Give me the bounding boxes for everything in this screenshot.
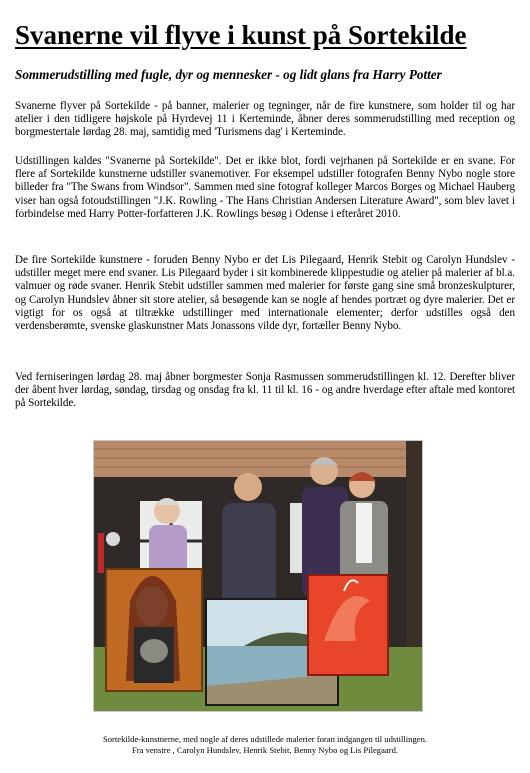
paragraph-opening: Ved ferniseringen lørdag 28. maj åbner borgmester Sonja Rasmussen sommerudstillingen kl. 12. Derefter bliver der åbent hver lørdag, søndag, tirsdag og onsdag fra kl. 11 til kl. 16 - og andre hverdage efter aftale med kontoret på Sortekilde. (15, 371, 515, 410)
article-subtitle: Sommerudstilling med fugle, dyr og mennesker - og lidt glans fra Harry Potter (15, 67, 442, 82)
paragraph-intro: Svanerne flyver på Sortekilde - på banner, malerier og tegninger, når de fire kunstnere, som holder til og har atelier i den tidligere højskole på Hyrdevej 11 i Kerteminde, åbner deres sommerudstilling med reception og borgmestertale lørdag 28. maj, samtidig med 'Turismens dag' i Kerteminde. (15, 100, 515, 139)
caption-line-2: Fra venstre , Carolyn Hundslev, Henrik Stebit, Benny Nybo og Lis Pilegaard. (131, 745, 399, 755)
paragraph-artists: De fire Sortekilde kunstnere - foruden Benny Nybo er det Lis Pilegaard, Henrik Stebit og Carolyn Hundslev - udstiller meget mere end svaner. Lis Pilegaard byder i sit kombinerede klippestudie og atelier på malerier af bl.a. valmuer og røde svaner. Henrik Stebit udstiller sammen med malerier for første gang sine små bronzeskulpturer, og Carolyn Hundslev åbner sit store atelier, så besøgende kan se nogle af hendes portræt og dyre malerier. Det er vigtigt for os også at tiltrække udstillinger med internationale elementer; derfor udstilles også den verdensberømte, svenske glaskunstner Mats Jonassons vilde dyr, fortæller Benny Nybo. (15, 254, 515, 333)
article-title: Svanerne vil flyve i kunst på Sortekilde (15, 20, 467, 50)
caption-line-1: Sortekilde-kunstnerne, med nogle af deres udstillede malerier foran indgangen til udstillingen. (102, 734, 428, 744)
artists-group-photo (93, 440, 423, 712)
photo-caption (30, 734, 500, 756)
paragraph-exhibition: Udstillingen kaldes "Svanerne på Sortekilde". Det er ikke blot, fordi vejrhanen på Sortekilde er en svane. For flere af Sortekilde kunstnerne udstiller svanemotiver. For eksempel udstiller fotografen Benny Nybo nogle store billeder fra "The Swans from Windsor". Sammen med sine fotograf kolleger Marcos Borges og Michael Hauberg viser han også fotoudstillingen "J.K. Rowling - The Hans Christian Andersen Literature Award", som blev lavet i forbindelse med Harry Potter-forfatteren J.K. Rowlings besøg i Odense i efteråret 2010. (15, 155, 515, 220)
